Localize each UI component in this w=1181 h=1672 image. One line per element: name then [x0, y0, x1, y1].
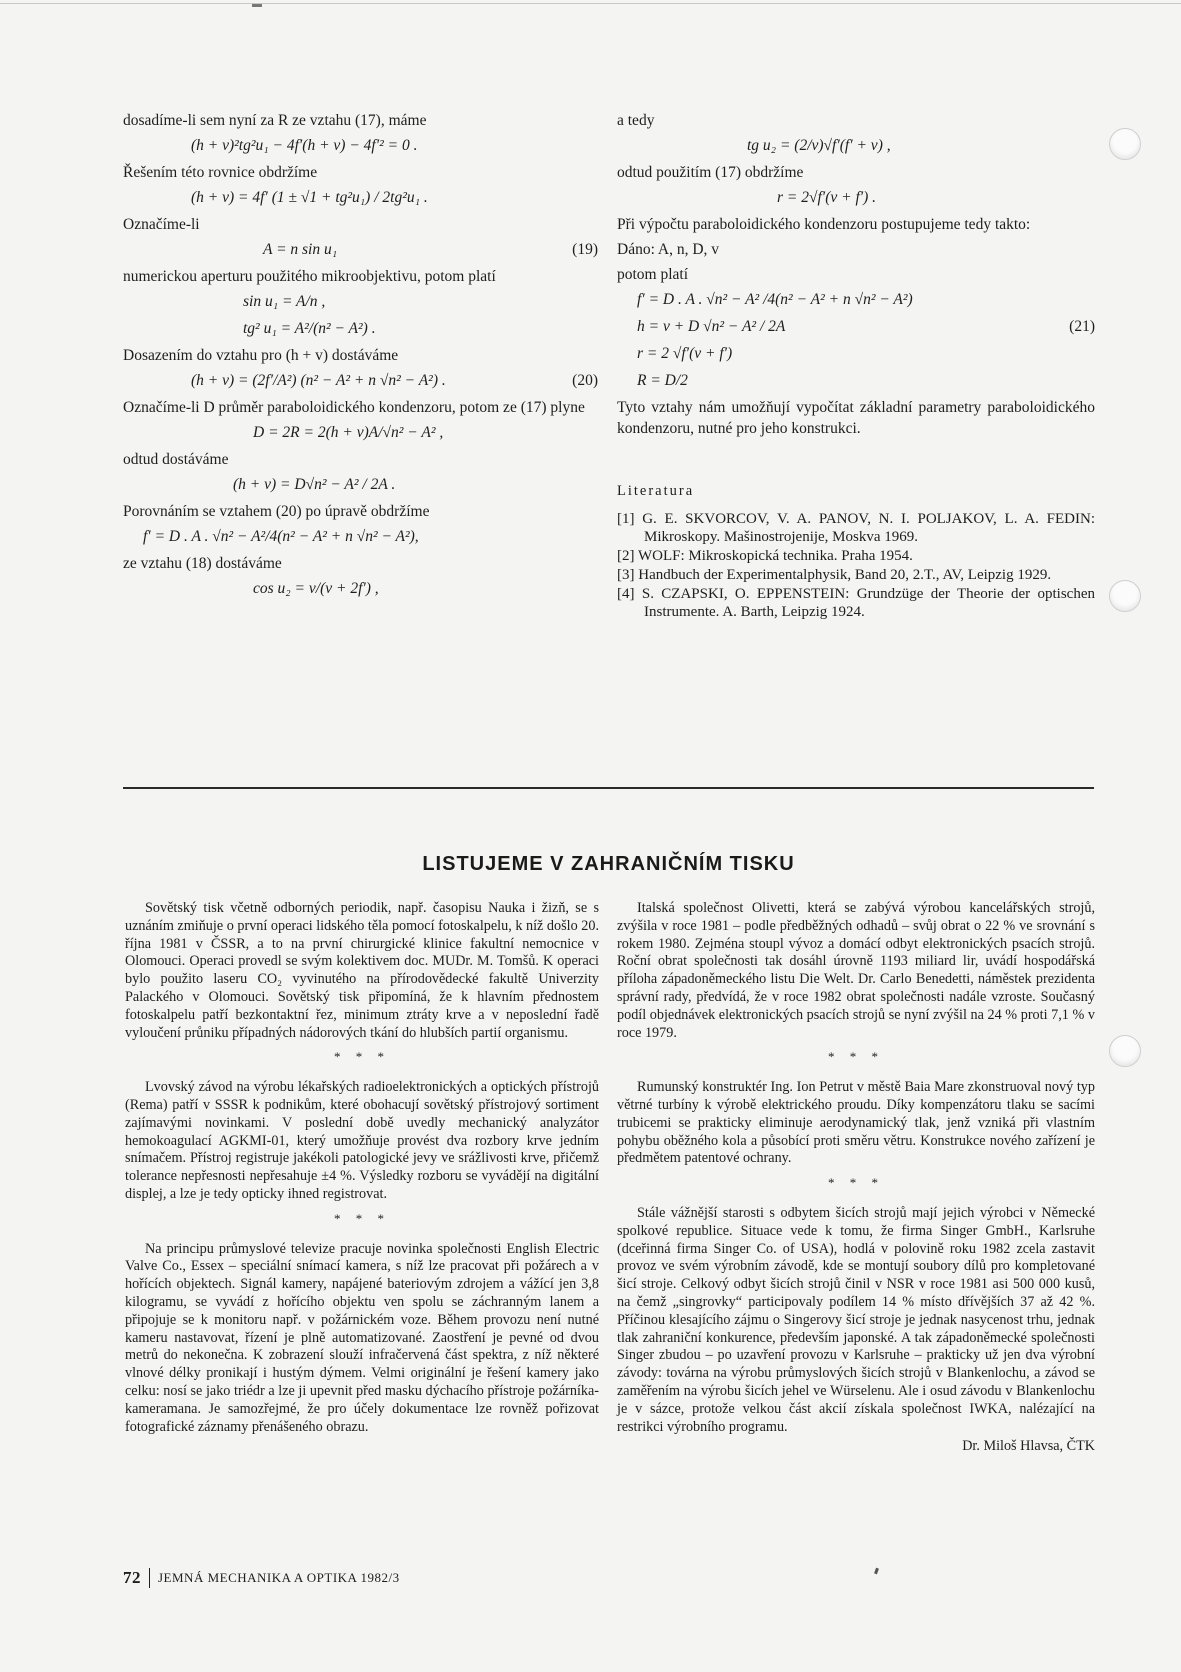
- equation-number: (20): [572, 372, 598, 389]
- journal-name: JEMNÁ MECHANIKA A OPTIKA 1982/3: [158, 1570, 400, 1585]
- news-item: Na principu průmyslové televize pracuje novinka společnosti English Electric Valve Co., Essex – speciální snímací kamera, s níž lze pracovat při požárech a v hořících objektech. Signál kamery, napájené bateriovým zdrojem a vážící jen 3,8 kilogramu, se vyvádí z hořícího objektu ven spolu se záchranným lanem a připojuje se k monitoru např. v požárnickém voze. Během provozu není nutné kameru nastavovat, řízení je plně automatizované. Zaostření je pevné od dvou metrů do nekonečna. K zobrazení slouží infračervená část spektra, z níž některé vlnové délky pronikají i hustým dýmem. Velmi originální je řešení kamery jako celku: nosí se jako triédr a lze ji upevnit před masku dýchacího přístroje požárníka-kameramana. Je samozřejmé, že pro účely dokumentace lze rovněž pořizovat fotografické záznamy přenášeného obrazu.: [125, 1240, 599, 1435]
- equation: [123, 578, 598, 599]
- news-column-right: [617, 900, 1095, 1456]
- news-item: Stále vážnější starosti s odbytem šicích strojů mají jejich výrobci v Německé spolkové republice. Situace vede k tomu, že firma Singer GmbH., Karlsruhe (dceřinná firma Singer Co. of USA), hodlá v polovině roku 1982 zcela zastavit provoz ve svém výrobním závodě, kde se montují soubory dílů pro kompletované šicí stroje. Celkový odbyt šicích strojů činil v NSR v roce 1981 asi 500 000 kusů, na čemž „singrovky“ participovaly podílem 14 % místo dřívějších 37 až 42 %. Příčinou klesajícího zájmu o Singerovy šicí stroje je jednak nasycenost trhu, jednak tlak zahraniční konkurence, především japonské. A tak západoněmecké společnosti Singer zbudou – po uzavření provozu v Karlsruhe – prakticky už jen dva výrobní závody: továrna na výrobu průmyslových šicích strojů v Blankenlochu, a závod se zaměřením na výrobu šicích jehel ve Würselenu. Ale i osud závodu v Blankenlochu je v sázce, protože velkou část akcií získala společnost IWKA, nalézající na restrikci výrobního programu.: [617, 1204, 1095, 1435]
- author-signature: Dr. Miloš Hlavsa, ČTK: [962, 1438, 1095, 1455]
- equation-text: cos u₂ = v/(v + 2f′) ,: [253, 580, 379, 597]
- equation: [617, 370, 1095, 391]
- equation-text: A = n sin u₁: [263, 241, 338, 258]
- equation-text: r = 2√f′(v + f′) .: [777, 189, 877, 206]
- reference-item: [4] S. CZAPSKI, O. EPPENSTEIN: Grundzüge der Theorie der optischen Instrumente. A. Barth, Leipzig 1924.: [617, 586, 1095, 620]
- equation-text: f′ = D . A . √n² − A² /4(n² − A² + n √n² − A²): [637, 291, 913, 308]
- equation-text: D = 2R = 2(h + v)A/√n² − A² ,: [253, 424, 444, 441]
- paragraph: Dosazením do vztahu pro (h + v) dostáváme: [123, 347, 399, 364]
- section-headline: LISTUJEME V ZAHRANIČNÍM TISKU: [422, 853, 795, 875]
- equation: [123, 187, 598, 208]
- binder-hole-icon: [1109, 580, 1141, 612]
- binder-hole-icon: [1109, 1035, 1141, 1067]
- equation-text: sin u₁ = A/n ,: [243, 293, 326, 310]
- section-divider: [123, 787, 1094, 789]
- right-column-body: [617, 110, 1095, 439]
- reference-item: [1] G. E. SKVORCOV, V. A. PANOV, N. I. POLJAKOV, L. A. FEDIN: Mikroskopy. Mašinostrojenije, Moskva 1969.: [617, 511, 1095, 545]
- news-item: Rumunský konstruktér Ing. Ion Petrut v městě Baia Mare zkonstruoval nový typ větrné turbíny k výrobě elektrického proudu. Díky kompenzátoru tlaku se sacími trubicemi se prakticky eliminuje aerodynamický tlak, jenž vzniká při vlastním pohybu oběžného kola a působící proti směru větru. Konstrukce nového zařízení je předmětem patentové ochrany.: [617, 1079, 1095, 1167]
- page-number: 72: [123, 1568, 141, 1587]
- article-separator: * * *: [828, 1049, 884, 1065]
- equation: [123, 239, 598, 260]
- equation: [123, 291, 598, 312]
- equation: [123, 422, 598, 443]
- reference-item: [3] Handbuch der Experimentalphysik, Band 20, 2.T., AV, Leipzig 1929.: [617, 567, 1052, 583]
- right-article-column: [617, 110, 1095, 622]
- equation: [123, 318, 598, 339]
- ink-mark: [874, 1568, 879, 1575]
- equation: [617, 316, 1095, 337]
- page-footer: [123, 1568, 400, 1588]
- equation: [617, 135, 1095, 156]
- scan-mark: [252, 4, 262, 7]
- equation-text: h = v + D √n² − A² / 2A: [637, 318, 786, 335]
- article-separator: * * *: [334, 1210, 390, 1226]
- equation-text: (h + v) = 4f′ (1 ± √1 + tg²u₁) / 2tg²u₁ .: [191, 189, 428, 206]
- equation-text: tg² u₁ = A²/(n² − A²) .: [243, 320, 376, 337]
- paragraph: Porovnáním se vztahem (20) po úpravě obdržíme: [123, 503, 430, 520]
- page-top-edge: [0, 3, 1181, 4]
- news-item: Sovětský tisk včetně odborných periodik, např. časopisu Nauka i žizň, se s uznáním zmiňuje o první operaci lidského těla pomocí fotoskalpelu, k níž došlo 20. října 1981 v ČSSR, a to na první chirurgické klinice fakultní nemocnice v Olomouci. Operaci provedl se svým kolektivem doc. MUDr. M. Tomšů. K operaci bylo použito laseru CO₂ vyvinutého na přírodovědecké fakultě Univerzity Palackého v Olomouci. Sovětský tisk připomíná, že k hlavním přednostem fotoskalpelu patří bezkontaktní řez, minimum ztráty krve a v neposlední řadě vyloučení průniku případných nádorových tkání do hlubších partií organismu.: [125, 900, 599, 1041]
- paragraph: Při výpočtu paraboloidického kondenzoru postupujeme tedy takto:: [617, 216, 1031, 233]
- left-article-column: [123, 110, 598, 605]
- equation: [123, 135, 598, 156]
- equation-number: (19): [572, 241, 598, 258]
- paragraph: a tedy: [617, 112, 655, 129]
- paragraph: Dáno: A, n, D, v: [617, 241, 720, 258]
- paragraph: Označíme-li: [123, 216, 200, 233]
- equation-text: r = 2 √f′(v + f′): [637, 345, 733, 362]
- equation: [617, 187, 1095, 208]
- paragraph: odtud dostáváme: [123, 451, 229, 468]
- news-item: Italská společnost Olivetti, která se zabývá výrobou kancelářských strojů, zvýšila v roce 1981 – podle předběžných odhadů – svůj obrat o 22 % ve srovnání s rokem 1980. Zejména stoupl vývoz a domácí odbyt elektronických psacích strojů. Roční obrat společnosti tak dosáhl úrovně 1193 miliard lir, uvádí hospodářská příloha západoněmeckého listu Die Welt. Dr. Carlo Benedetti, náměstek prezidenta správní rady, předvídá, že v roce 1982 obrat společnosti nadále vzroste. Současný podíl objednávek elektronických psacích strojů se nyní zvýšil na 24 % proti 7,1 % v roce 1979.: [617, 900, 1095, 1041]
- equation: [123, 474, 598, 495]
- reference-item: [2] WOLF: Mikroskopická technika. Praha 1954.: [617, 548, 913, 564]
- equation: [123, 370, 598, 391]
- binder-hole-icon: [1109, 128, 1141, 160]
- paragraph: Tyto vztahy nám umožňují vypočítat základní parametry paraboloidického kondenzoru, nutné pro jeho konstrukci.: [617, 399, 1095, 437]
- news-right-body: [617, 900, 1095, 1436]
- paragraph: numerickou aperturu použitého mikroobjektivu, potom platí: [123, 268, 496, 285]
- equation-text: tg u₂ = (2/v)√f′(f′ + v) ,: [747, 137, 891, 154]
- equation-text: (h + v) = (2f′/A²) (n² − A² + n √n² − A²) .: [191, 372, 446, 389]
- news-column-left: [125, 900, 599, 1436]
- news-item: Lvovský závod na výrobu lékařských radioelektronických a optických přístrojů (Rema) patří v SSSR k podnikům, které obohacují sovětský přístrojový sortiment zajímavými novinkami. V poslední době uvedly mechanický analyzátor hemokoagulací AGKMI-01, který umožňuje provést dva rozbory krve jedním snímačem. Přístroj registruje jakékoli patologické jevy ve srážlivosti krve, přičemž tolerance nepřesnosti nepřesahuje ±4 %. Výsledky rozboru se vyvádějí na digitální displej, a lze je tedy opticky ihned registrovat.: [125, 1079, 599, 1202]
- footer-separator: [149, 1568, 150, 1588]
- paragraph: Označíme-li D průměr paraboloidického kondenzoru, potom ze (17) plyne: [123, 399, 585, 416]
- paragraph: potom platí: [617, 266, 689, 283]
- paragraph: odtud použitím (17) obdržíme: [617, 164, 804, 181]
- paragraph: ze vztahu (18) dostáváme: [123, 555, 282, 572]
- literature-heading: Literatura: [617, 483, 695, 499]
- paragraph: Řešením této rovnice obdržíme: [123, 164, 318, 181]
- equation: [617, 289, 1095, 310]
- paragraph: dosadíme-li sem nyní za R ze vztahu (17), máme: [123, 112, 427, 129]
- equation-text: f′ = D . A . √n² − A²/4(n² − A² + n √n² − A²),: [143, 528, 419, 545]
- equation-number: (21): [1069, 318, 1095, 335]
- article-separator: * * *: [334, 1049, 390, 1065]
- reference-list: [617, 510, 1095, 621]
- equation: [123, 526, 598, 547]
- equation-text: R = D/2: [637, 372, 688, 389]
- equation: [617, 343, 1095, 364]
- article-separator: * * *: [828, 1175, 884, 1191]
- equation-text: (h + v)²tg²u₁ − 4f′(h + v) − 4f′² = 0 .: [191, 137, 418, 154]
- equation-text: (h + v) = D√n² − A² / 2A .: [233, 476, 396, 493]
